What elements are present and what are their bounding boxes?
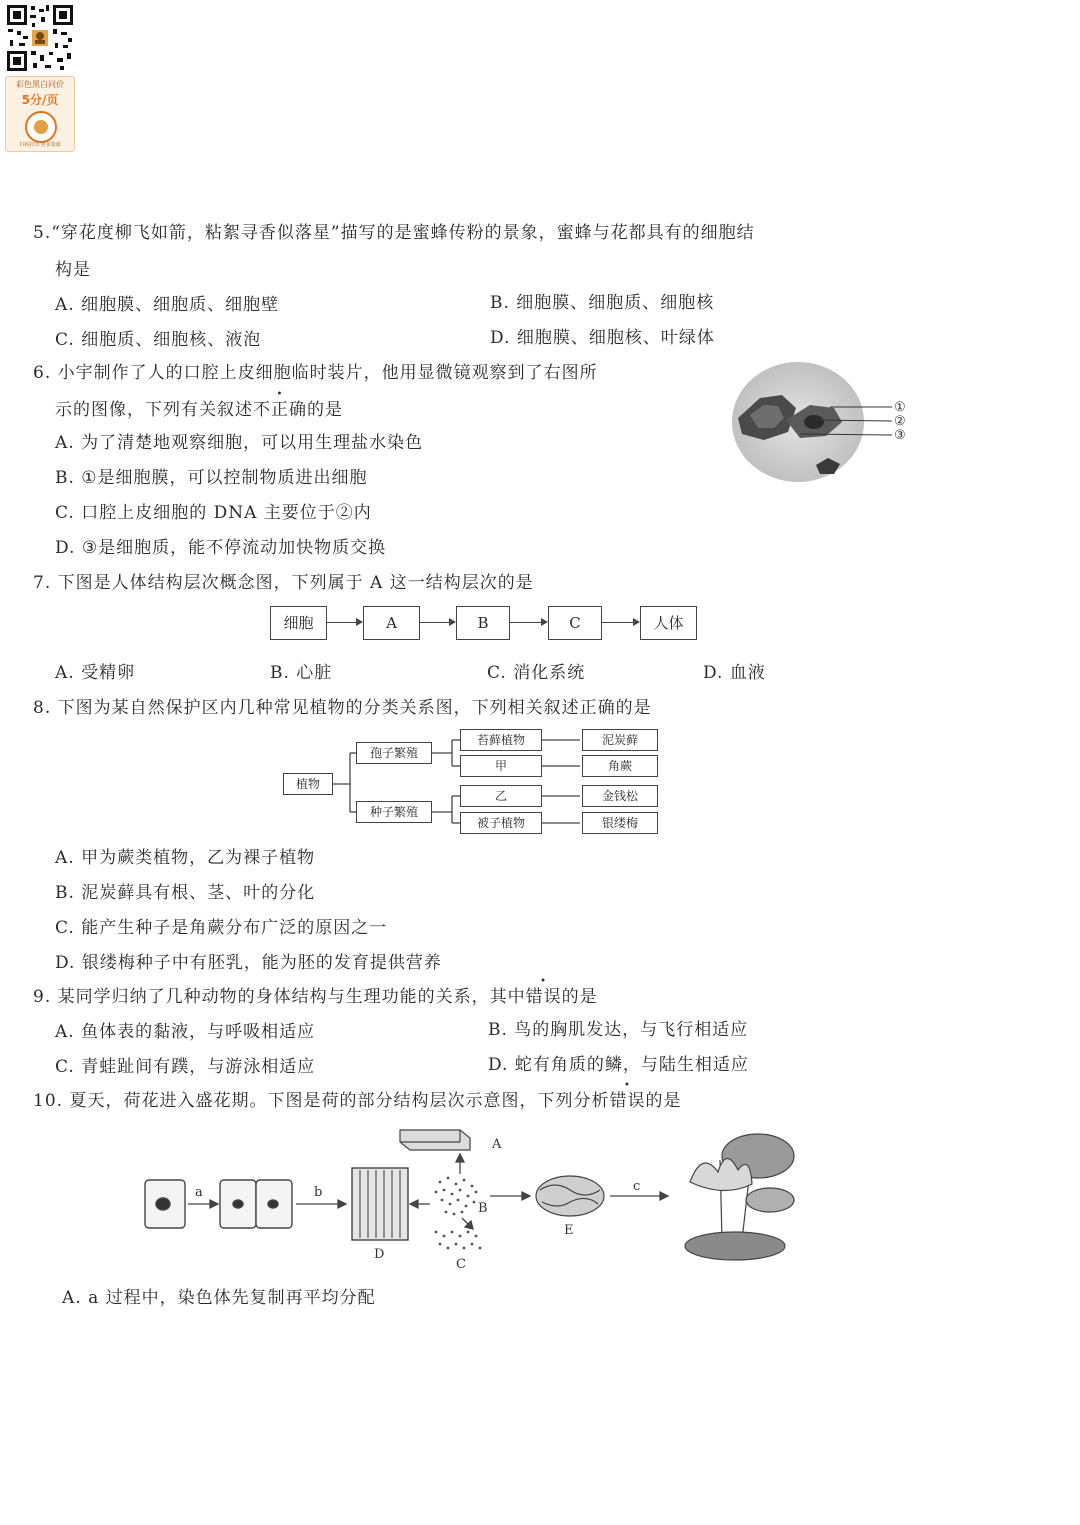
q9-stem-emphasis: 错误 [525,987,562,1007]
q8-option-c: C. 能产生种子是角蕨分布广泛的原因之一 [55,918,388,938]
q10-label-E: E [564,1223,574,1238]
lotus-structure-drawing [130,1120,810,1280]
golden-larch-box: 金钱松 [582,785,658,807]
bryophyte-box: 苔藓植物 [460,729,542,751]
chain-arrow [602,622,638,623]
group-jia-box: 甲 [460,755,542,777]
chain-arrow [420,622,454,623]
q10-label-c: c [633,1179,641,1194]
q9-option-a: A. 鱼体表的黏液，与呼吸相适应 [55,1022,316,1042]
q8-option-b: B. 泥炭藓具有根、茎、叶的分化 [55,883,316,903]
q10-label-D: D [374,1247,385,1262]
badge-logo-icon [25,111,57,143]
q7-option-c: C. 消化系统 [487,663,586,683]
q10-label-C: C [456,1257,466,1272]
q10-stem-post: 的是 [645,1091,682,1111]
print-price-badge [5,76,75,152]
q7-stem: 7. 下图是人体结构层次概念图，下列属于 A 这一结构层次的是 [33,573,534,593]
badge-price: 5分/页 [21,93,59,107]
group-yi-box: 乙 [460,785,542,807]
q6-stem-post: 的是 [307,400,343,420]
q6-stem-line2 [55,395,343,420]
q10-label-A: A [492,1137,502,1152]
q10-stem [33,1086,681,1111]
seed-reproduction-box: 种子繁殖 [356,801,432,823]
badge-line3: 扫码打印 更多资源 [19,142,61,148]
q8-option-a: A. 甲为蕨类植物，乙为裸子植物 [55,848,316,868]
spore-reproduction-box: 孢子繁殖 [356,742,432,764]
q10-label-a: a [195,1185,203,1200]
chain-box-c: C [548,606,602,640]
q5-stem-line2: 构是 [55,260,91,280]
q9-option-b: B. 鸟的胸肌发达，与飞行相适应 [488,1020,749,1040]
q6-option-b: B. ①是细胞膜，可以控制物质进出细胞 [55,468,368,488]
q5-option-d: D. 细胞膜、细胞核、叶绿体 [490,328,715,348]
qr-code [5,3,75,73]
q7-option-d: D. 血液 [703,663,766,683]
q7-option-a: A. 受精卵 [55,663,136,683]
q5-option-c: C. 细胞质、细胞核、液泡 [55,330,262,350]
q6-label-3: ③ [894,428,906,443]
q6-label-1: ① [894,400,906,415]
q10-option-a: A. a 过程中，染色体先复制再平均分配 [62,1288,376,1308]
q6-stem-pre: 示的图像，下列有关叙述 [55,400,253,420]
q10-label-b: b [314,1185,323,1200]
q6-option-c: C. 口腔上皮细胞的 DNA 主要位于②内 [55,503,372,523]
q6-option-a: A. 为了清楚地观察细胞，可以用生理盐水染色 [55,433,424,453]
chain-box-a: A [363,606,420,640]
chain-box-b: B [456,606,510,640]
sphagnum-box: 泥炭藓 [582,729,658,751]
chain-arrow [327,622,361,623]
q8-stem: 8. 下图为某自然保护区内几种常见植物的分类关系图，下列相关叙述正确的是 [33,698,652,718]
q9-option-c: C. 青蛙趾间有蹼，与游泳相适应 [55,1057,316,1077]
parrotia-box: 银缕梅 [582,812,658,834]
chain-box-cell: 细胞 [270,606,327,640]
q6-stem-emphasis: 不正确 [253,400,307,420]
q7-option-b: B. 心脏 [270,663,333,683]
q5-option-a: A. 细胞膜、细胞质、细胞壁 [55,295,280,315]
q10-stem-emphasis: 错误 [609,1091,646,1111]
q10-stem-pre: 10. 夏天，荷花进入盛花期。下图是荷的部分结构层次示意图，下列分析 [33,1091,610,1111]
lotus-structure-diagram [130,1120,810,1280]
badge-line1: 彩色黑白同价 [16,80,64,89]
q9-stem-post: 的是 [561,987,598,1007]
cheek-cell-micrograph [730,360,910,485]
q6-stem-line1: 6. 小宇制作了人的口腔上皮细胞临时装片，他用显微镜观察到了右图所 [33,363,598,383]
q5-option-b: B. 细胞膜、细胞质、细胞核 [490,293,715,313]
q8-option-d: D. 银缕梅种子中有胚乳，能为胚的发育提供营养 [55,953,442,973]
q6-option-d: D. ③是细胞质，能不停流动加快物质交换 [55,538,387,558]
q9-option-d: D. 蛇有角质的鳞，与陆生相适应 [488,1055,749,1075]
q5-stem-line1: 5.“穿花度柳飞如箭，粘絮寻香似落星”描写的是蜜蜂传粉的景象，蜜蜂与花都具有的细胞结 [33,223,755,243]
q9-stem-pre: 9. 某同学归纳了几种动物的身体结构与生理功能的关系，其中 [33,987,526,1007]
chain-arrow [510,622,546,623]
plant-root-box: 植物 [283,773,333,795]
angiosperm-box: 被子植物 [460,812,542,834]
q9-stem [33,982,598,1007]
q6-label-2: ② [894,414,906,429]
angiopteris-box: 角蕨 [582,755,658,777]
chain-box-human: 人体 [640,606,697,640]
q10-label-B: B [478,1201,488,1216]
